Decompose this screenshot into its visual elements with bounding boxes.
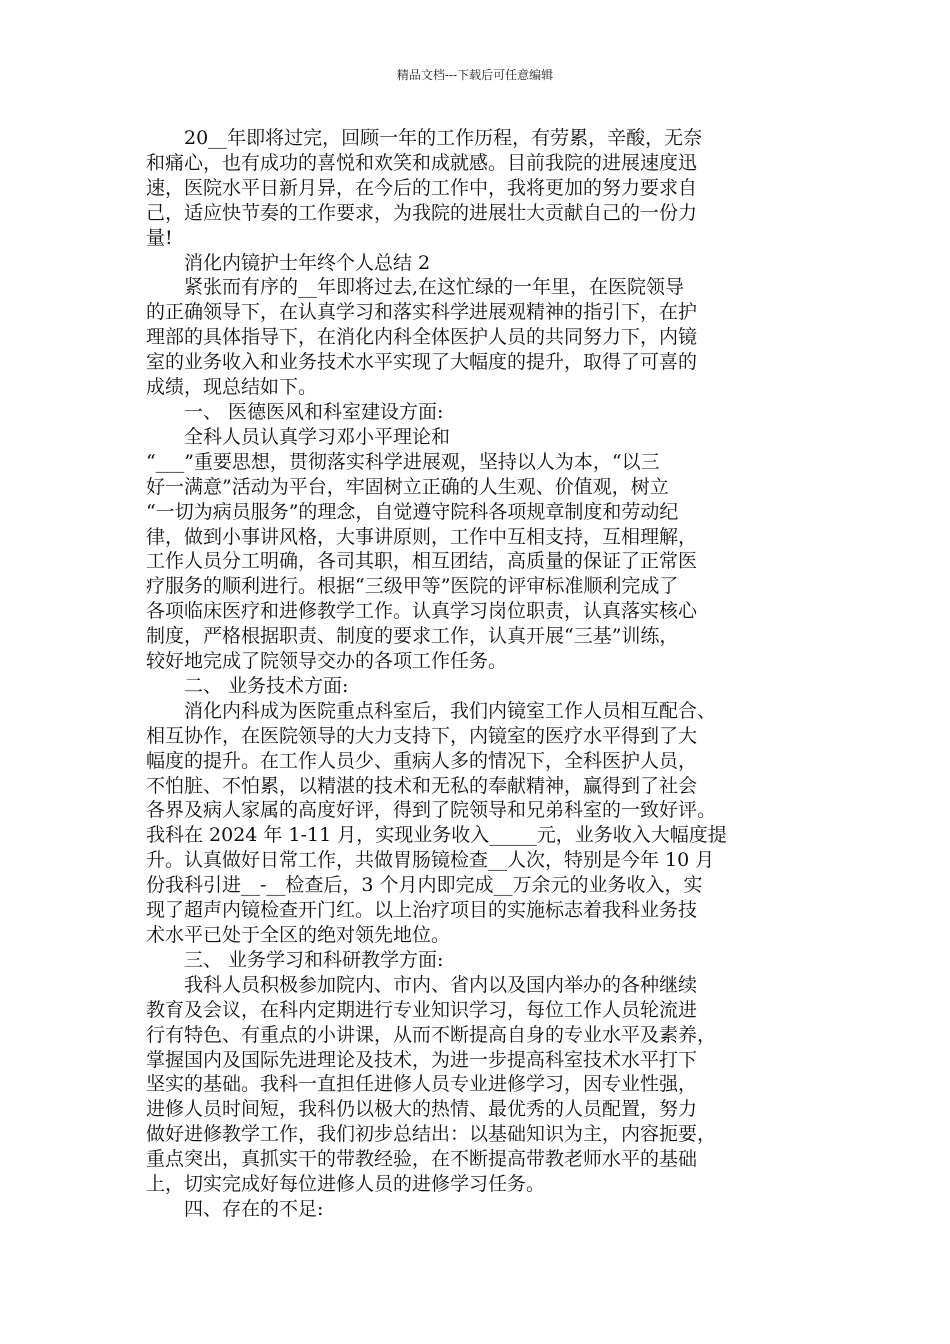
text-line: 律，做到小事讲风格，大事讲原则，工作中互相支持，互相理解，	[146, 525, 698, 548]
text-line: 二、 业务技术方面:	[146, 674, 349, 697]
text-line: 四、存在的不足:	[146, 1197, 324, 1220]
text-line: 幅度的提升。在工作人员少、重病人多的情况下，全科医护人员，	[146, 749, 698, 772]
text-line: 室的业务收入和业务技术水平实现了大幅度的提升，取得了可喜的	[146, 351, 698, 374]
text-line: 较好地完成了院领导交办的各项工作任务。	[146, 650, 508, 673]
text-line: 我科在 2024 年 1-11 月，实现业务收入_____元，业务收入大幅度提	[146, 824, 727, 847]
text-line: 相互协作，在医院领导的大力支持下，内镜室的医疗水平得到了大	[146, 724, 698, 747]
text-line: 己，适应快节奏的工作要求，为我院的进展壮大贡献自己的一份力	[146, 201, 698, 224]
text-line: 术水平已处于全区的绝对领先地位。	[146, 924, 451, 946]
text-line: 成绩，现总结如下。	[146, 376, 318, 399]
text-line: 掌握国内及国际先进理论及技术，为进一步提高科室技术水平打下	[146, 1048, 698, 1071]
text-line: 理部的具体指导下，在消化内科全体医护人员的共同努力下，内镜	[146, 326, 698, 349]
text-line: 重点突出，真抓实干的带教经验，在不断提高带教老师水平的基础	[146, 1148, 698, 1171]
text-line: 上，切实完成好每位进修人员的进修学习任务。	[146, 1173, 546, 1196]
text-line: 消化内科成为医院重点科室后，我们内镜室工作人员相互配合、	[146, 699, 717, 722]
text-line: 坚实的基础。我科一直担任进修人员专业进修学习，因专业性强，	[146, 1073, 698, 1096]
text-line: 份我科引进__-__检查后，3 个月内即完成__万余元的业务收入，实	[146, 874, 703, 897]
text-line: “___”重要思想，贯彻落实科学进展观，坚持以人为本，“以三	[146, 450, 660, 473]
text-line: 和痛心，也有成功的喜悦和欢笑和成就感。目前我院的进展速度迅	[146, 151, 698, 174]
text-line: 一、 医德医风和科室建设方面:	[146, 400, 444, 423]
text-line: “一切为病员服务”的理念，自觉遵守院科各项规章制度和劳动纪	[146, 500, 679, 523]
text-line: 教育及会议，在科内定期进行专业知识学习，每位工作人员轮流进	[146, 998, 698, 1021]
text-line: 升。认真做好日常工作，共做胃肠镜检查__人次，特别是今年 10 月	[146, 849, 715, 872]
text-line: 速，医院水平日新月异，在今后的工作中，我将更加的努力要求自	[146, 176, 698, 199]
text-line: 疗服务的顺利进行。根据“三级甲等”医院的评审标准顺利完成了	[146, 575, 679, 598]
text-line: 进修人员时间短，我科仍以极大的热情、最优秀的人员配置，努力	[146, 1098, 698, 1121]
text-line: 制度，严格根据职责、制度的要求工作，认真开展“三基”训练，	[146, 625, 679, 648]
text-line: 消化内镜护士年终个人总结 2	[146, 251, 431, 274]
text-line: 各项临床医疗和进修教学工作。认真学习岗位职责，认真落实核心	[146, 600, 698, 623]
text-line: 现了超声内镜检查开门红。以上治疗项目的实施标志着我科业务技	[146, 899, 698, 922]
document-body	[146, 126, 826, 1222]
text-line: 做好进修教学工作，我们初步总结出：以基础知识为主，内容扼要，	[146, 1123, 717, 1146]
page-header: 精品文档---下载后可任意编辑	[396, 68, 554, 82]
text-line: 各界及病人家属的高度好评，得到了院领导和兄弟科室的一致好评。	[146, 799, 717, 822]
text-line: 工作人员分工明确，各司其职，相互团结，高质量的保证了正常医	[146, 550, 698, 573]
text-line: 好一满意”活动为平台，牢固树立正确的人生观、价值观，树立	[146, 475, 669, 498]
text-line: 全科人员认真学习邓小平理论和	[146, 425, 451, 448]
text-line: 我科人员积极参加院内、市内、省内以及国内举办的各种继续	[146, 973, 698, 996]
text-line: 行有特色、有重点的小讲课，从而不断提高自身的专业水平及素养，	[146, 1023, 717, 1046]
text-line: 20__年即将过完，回顾一年的工作历程，有劳累，辛酸，无奈	[146, 127, 703, 149]
text-line: 的正确领导下，在认真学习和落实科学进展观精神的指引下，在护	[146, 301, 698, 324]
text-line: 量!	[146, 226, 173, 249]
text-line: 三、 业务学习和科研教学方面:	[146, 948, 444, 971]
text-line: 不怕脏、不怕累，以精湛的技术和无私的奉献精神，赢得到了社会	[146, 774, 698, 797]
text-line: 紧张而有序的__年即将过去,在这忙绿的一年里，在医院领导	[146, 276, 685, 299]
